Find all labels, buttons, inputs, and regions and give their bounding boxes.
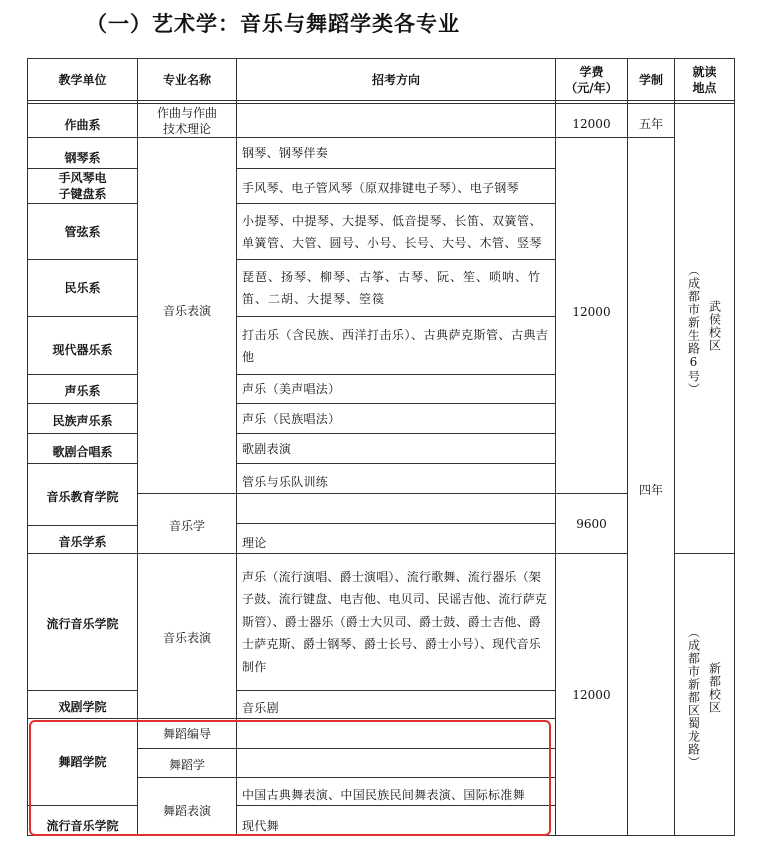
major-music-performance: 音乐表演	[162, 303, 211, 318]
direction-modern-instrument: 打击乐（含民族、西洋打击乐）、古典萨克斯管、古典吉他	[242, 327, 549, 364]
fee-musicology: 9600	[576, 516, 607, 531]
direction-musicology: 理论	[242, 535, 267, 550]
header-fee-line2: （元/年）	[565, 80, 618, 95]
major-music-performance-2: 音乐表演	[162, 631, 211, 645]
duration-others: 四年	[638, 482, 663, 497]
major-dance-studies: 舞蹈学	[168, 758, 205, 772]
campus-xindu-name: 新都校区	[707, 662, 722, 714]
direction-drama: 音乐剧	[242, 700, 279, 715]
highlight-box	[29, 720, 551, 836]
direction-piano: 钢琴、钢琴伴奏	[242, 146, 329, 160]
direction-empty	[237, 494, 555, 523]
unit-musicology: 音乐学系	[58, 534, 107, 549]
header-fee-line1: 学费	[579, 64, 604, 79]
unit-modern-instrument: 现代器乐系	[52, 342, 113, 357]
direction-pop-music: 声乐（流行演唱、爵士演唱）、流行歌舞、流行器乐（架子鼓、流行键盘、电吉他、电贝司、民谣吉他、流行萨克斯管）、爵士器乐（爵士大贝司、爵士鼓、爵士吉他、爵士萨克斯、爵士钢琴、爵士长号、爵士小号）、现代音乐制作	[242, 569, 548, 674]
unit-opera-chorus: 歌剧合唱系	[52, 444, 113, 459]
duration-composition: 五年	[638, 116, 663, 131]
direction-music-education: 管乐与乐队训练	[242, 474, 329, 489]
unit-dance: 舞蹈学院	[58, 755, 107, 769]
header-location	[675, 59, 734, 100]
direction-modern-dance: 现代舞	[242, 818, 279, 833]
header-location-line1: 就读	[692, 64, 717, 79]
header-major: 专业名称	[162, 72, 211, 87]
major-dance-performance: 舞蹈表演	[162, 803, 211, 818]
direction-folk-vocal: 声乐（民族唱法）	[242, 411, 341, 426]
direction-vocal: 声乐（美声唱法）	[242, 382, 341, 396]
unit-composition: 作曲系	[64, 117, 101, 132]
fee-performance: 12000	[572, 304, 611, 319]
unit-folk-instrument: 民乐系	[64, 281, 101, 295]
header-direction: 招考方向	[371, 72, 420, 87]
direction-opera: 歌剧表演	[242, 441, 292, 456]
unit-piano: 钢琴系	[64, 151, 101, 165]
campus-xindu-address: （成都市新都区蜀龙路）	[686, 626, 701, 769]
unit-music-education: 音乐教育学院	[46, 489, 119, 504]
direction-accordion: 手风琴、电子管风琴（原双排键电子琴）、电子钢琴	[242, 181, 519, 195]
header-unit: 教学单位	[58, 72, 107, 87]
header-rule	[27, 100, 735, 101]
unit-pop-music-2: 流行音乐学院	[46, 818, 119, 833]
campus-wuhou-name: 武侯校区	[707, 300, 722, 352]
fee-composition: 12000	[572, 116, 611, 131]
campus-wuhou	[675, 104, 734, 553]
fee-xindu: 12000	[572, 687, 611, 702]
unit-vocal: 声乐系	[64, 384, 101, 398]
unit-accordion: 手风琴电子键盘系	[58, 171, 107, 201]
table-border	[734, 58, 735, 836]
major-musicology: 音乐学	[168, 518, 205, 533]
header-fee	[556, 59, 627, 100]
unit-folk-vocal: 民族声乐系	[52, 413, 113, 428]
unit-drama: 戏剧学院	[58, 699, 107, 714]
campus-wuhou-address: （成都市新生路6号）	[686, 264, 701, 396]
major-choreography: 舞蹈编导	[162, 726, 211, 741]
header-location-line2: 地点	[692, 80, 717, 95]
direction-orchestral: 小提琴、中提琴、大提琴、低音提琴、长笛、双簧管、单簧管、大管、圆号、小号、长号、大号、木管、竖琴	[242, 213, 543, 250]
direction-folk-instrument: 琵琶、扬琴、柳琴、古筝、古琴、阮、笙、唢呐、竹笛、二胡、大提琴、箜篌	[242, 270, 542, 306]
direction-dance-performance: 中国古典舞表演、中国民族民间舞表演、国际标准舞	[242, 787, 525, 802]
header-duration: 学制	[638, 72, 663, 87]
campus-xindu	[675, 554, 734, 835]
section-title: （一）艺术学：音乐与舞蹈学类各专业	[86, 12, 460, 36]
unit-orchestral: 管弦系	[64, 224, 101, 239]
major-composition-theory: 作曲与作曲技术理论	[156, 105, 217, 136]
unit-pop-music: 流行音乐学院	[46, 617, 119, 631]
